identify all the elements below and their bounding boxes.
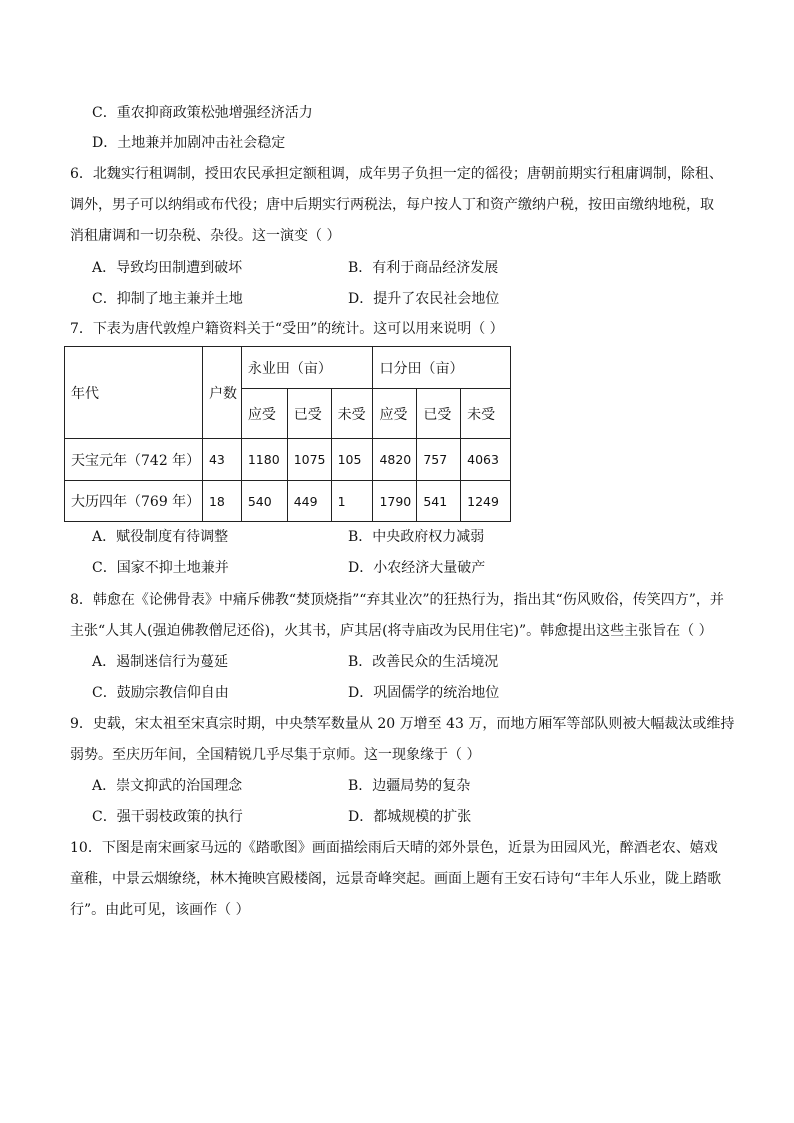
q7-option-b: B．中央政府权力减弱 xyxy=(348,529,485,545)
q5-option-d: D．土地兼并加剧冲击社会稳定 xyxy=(92,135,286,151)
cell-yy-should: 540 xyxy=(241,481,287,522)
q7-option-a: A．赋役制度有待调整 xyxy=(92,529,229,545)
q6-stem-line-3: 消租庸调和一切杂税、杂役。这一演变（ ） xyxy=(70,228,341,244)
cell-households: 43 xyxy=(202,439,241,481)
q8-option-c: C．鼓励宗教信仰自由 xyxy=(92,685,229,701)
q8-option-b: B．改善民众的生活境况 xyxy=(348,654,499,670)
q9-option-d: D．都城规模的扩张 xyxy=(348,809,472,825)
cell-yy-not: 1 xyxy=(331,481,373,522)
q7-option-d: D．小农经济大量破产 xyxy=(348,560,486,576)
header-era: 年代 xyxy=(65,347,203,439)
cell-kf-received: 757 xyxy=(417,439,461,481)
q6-stem-line-1: 6．北魏实行租调制，授田农民承担定额租调，成年男子负担一定的徭役；唐朝前期实行租庸调制，除租、 xyxy=(70,166,723,182)
q9-stem-line-2: 弱势。至庆历年间，全国精锐几乎尽集于京师。这一现象缘于（ ） xyxy=(70,747,481,763)
cell-kf-not: 1249 xyxy=(461,481,511,522)
q10-stem-line-1: 10．下图是南宋画家马远的《踏歌图》画面描绘雨后天晴的郊外景色，近景为田园风光，醉酒老农、嬉戏 xyxy=(70,840,718,856)
q8-option-d: D．巩固儒学的统治地位 xyxy=(348,685,500,701)
q8-stem-line-1: 8．韩愈在《论佛骨表》中痛斥佛教“焚顶烧指”“弃其业次”的狂热行为，指出其“伤风败俗，传笑四方”，并 xyxy=(70,592,724,608)
cell-yy-should: 1180 xyxy=(241,439,287,481)
cell-yy-not: 105 xyxy=(331,439,373,481)
q7-stem: 7．下表为唐代敦煌户籍资料关于“受田”的统计。这可以用来说明（ ） xyxy=(70,321,504,337)
q6-option-c: C．抑制了地主兼并土地 xyxy=(92,291,243,307)
header-households: 户数 xyxy=(202,347,241,439)
cell-yy-received: 449 xyxy=(287,481,331,522)
q9-stem-line-1: 9．史载，宋太祖至宋真宗时期，中央禁军数量从 20 万增至 43 万，而地方厢军等部队则被大幅裁汰或维持 xyxy=(70,716,735,732)
table-row xyxy=(65,481,511,522)
cell-kf-not: 4063 xyxy=(461,439,511,481)
q6-option-a: A．导致均田制遭到破坏 xyxy=(92,260,243,276)
cell-yy-received: 1075 xyxy=(287,439,331,481)
subheader-kf-not: 未受 xyxy=(461,389,511,439)
q8-option-a: A．遏制迷信行为蔓延 xyxy=(92,654,229,670)
cell-kf-received: 541 xyxy=(417,481,461,522)
q6-option-b: B．有利于商品经济发展 xyxy=(348,260,499,276)
subheader-kf-should: 应受 xyxy=(373,389,417,439)
subheader-kf-received: 已受 xyxy=(417,389,461,439)
cell-era: 大历四年（769 年） xyxy=(65,481,203,522)
subheader-yy-not: 未受 xyxy=(331,389,373,439)
table-row xyxy=(65,439,511,481)
header-yongye-field: 永业田（亩） xyxy=(241,347,373,389)
cell-kf-should: 4820 xyxy=(373,439,417,481)
q9-option-c: C．强干弱枝政策的执行 xyxy=(92,809,243,825)
table-header-row xyxy=(65,347,511,389)
subheader-yy-received: 已受 xyxy=(287,389,331,439)
cell-households: 18 xyxy=(202,481,241,522)
land-allocation-table xyxy=(64,346,511,522)
q9-option-b: B．边疆局势的复杂 xyxy=(348,778,471,794)
cell-era: 天宝元年（742 年） xyxy=(65,439,203,481)
q7-option-c: C．国家不抑土地兼并 xyxy=(92,560,229,576)
header-koufen-field: 口分田（亩） xyxy=(373,347,511,389)
cell-kf-should: 1790 xyxy=(373,481,417,522)
q6-option-d: D．提升了农民社会地位 xyxy=(348,291,500,307)
q6-stem-line-2: 调外，男子可以纳绢或布代役；唐中后期实行两税法，每户按人丁和资产缴纳户税，按田亩缴纳地税，取 xyxy=(70,197,714,213)
subheader-yy-should: 应受 xyxy=(241,389,287,439)
q9-option-a: A．崇文抑武的治国理念 xyxy=(92,778,243,794)
q10-stem-line-3: 行”。由此可见，该画作（ ） xyxy=(70,902,250,918)
q10-stem-line-2: 童稚，中景云烟缭绕，林木掩映宫殿楼阁，远景奇峰突起。画面上题有王安石诗句“丰年人乐业，陇上踏歌 xyxy=(70,871,722,887)
q5-option-c: C．重农抑商政策松弛增强经济活力 xyxy=(92,105,313,121)
q8-stem-line-2: 主张“人其人(强迫佛教僧尼还俗)，火其书，庐其居(将寺庙改为民用住宅)”。韩愈提出这些主张旨在（ ） xyxy=(70,623,713,639)
